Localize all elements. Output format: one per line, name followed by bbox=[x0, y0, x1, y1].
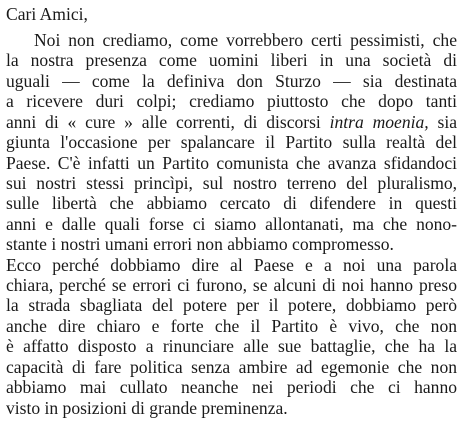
text-line bbox=[6, 71, 457, 91]
text-line bbox=[6, 316, 457, 336]
text-line bbox=[6, 153, 457, 173]
text-line bbox=[6, 234, 457, 254]
text-line bbox=[6, 214, 457, 234]
text-span: capacità di fare politica senza ambire ad egemonie che non bbox=[6, 356, 457, 377]
text-line bbox=[6, 255, 457, 275]
text-line bbox=[6, 91, 457, 111]
text-span: uguali — come la definiva don Sturzo — sia destinata bbox=[6, 70, 457, 91]
text-span: anni di « cure » alle correnti, di discorsi bbox=[6, 111, 330, 132]
text-span: stante i nostri umani errori non abbiamo compromesso. bbox=[6, 234, 394, 255]
text-line bbox=[6, 112, 457, 132]
text-span: sia bbox=[428, 111, 457, 132]
text-span: la nostra presenza come uomini liberi in una società di bbox=[6, 50, 457, 71]
text-line bbox=[6, 377, 457, 397]
text-line bbox=[6, 398, 457, 418]
text-span: Noi non crediamo, come vorrebbero certi pessimisti, che bbox=[34, 30, 457, 50]
text-line bbox=[34, 30, 457, 50]
text-line bbox=[6, 193, 457, 213]
text-span: abbiamo mai cullato neanche nei periodi che ci hanno bbox=[6, 377, 457, 398]
text-line bbox=[6, 295, 457, 315]
text-span: giunta l'occasione per spalancare il Partito sulla realtà del bbox=[6, 132, 457, 153]
text-span: sui nostri stessi princìpi, sul nostro terreno del pluralismo, bbox=[6, 172, 457, 193]
text-line bbox=[6, 336, 457, 356]
text-span: è affatto disposto a rinunciare alle sue battaglie, che ha la bbox=[6, 336, 457, 357]
salutation: Cari Amici, bbox=[6, 4, 88, 24]
text-line bbox=[6, 357, 457, 377]
text-span: anni e dalle quali forse ci siamo allontanati, ma che nono- bbox=[6, 213, 457, 234]
text-span: sulle libertà che abbiamo cercato di difendere in questi bbox=[6, 193, 457, 214]
text-span: Paese. C'è infatti un Partito comunista che avanza sfidandoci bbox=[6, 152, 457, 173]
text-span: Ecco perché dobbiamo dire al Paese e a noi una parola bbox=[6, 254, 457, 275]
text-span: anche dire chiaro e forte che il Partito è vivo, che non bbox=[6, 315, 457, 336]
text-line bbox=[6, 173, 457, 193]
text-span: la strada sbagliata del potere per il potere, dobbiamo però bbox=[6, 295, 457, 316]
italic-phrase: intra moenia, bbox=[329, 111, 429, 132]
text-span: a ricevere duri colpi; crediamo piuttosto che dopo tanti bbox=[6, 91, 457, 112]
text-span: chiara, perché se errori ci furono, se alcuni di noi hanno preso bbox=[6, 275, 457, 296]
text-span: visto in posizioni di grande preminenza. bbox=[6, 397, 288, 418]
text-line bbox=[6, 50, 457, 70]
text-line bbox=[6, 275, 457, 295]
text-line bbox=[6, 132, 457, 152]
